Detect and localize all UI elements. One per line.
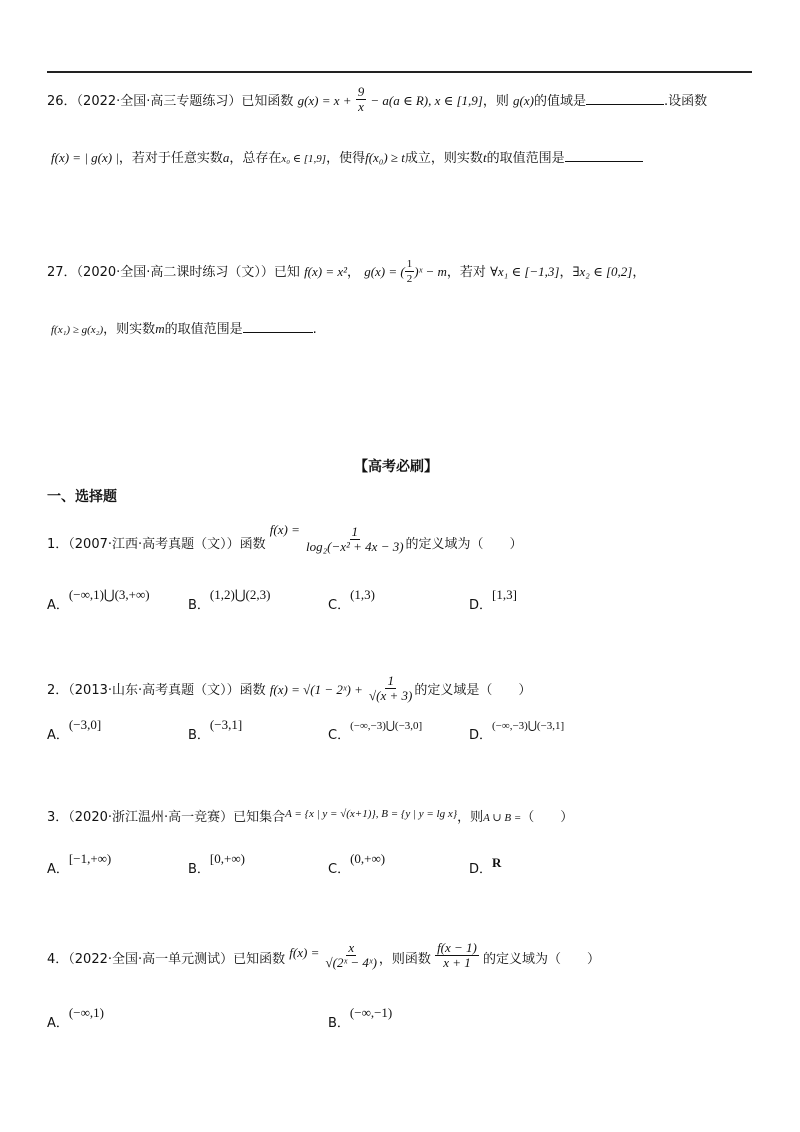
q3-text: 已知集合 <box>233 810 286 825</box>
q3-option-a[interactable] <box>47 851 112 877</box>
q2-text: 函数 <box>239 683 266 698</box>
q2-option-c-label: C． <box>328 728 351 743</box>
q27-answer-blank[interactable] <box>243 320 313 333</box>
q3-option-a-label: A． <box>47 862 69 877</box>
q2-option-b-label: B． <box>188 728 210 743</box>
q26-text: ，则 <box>482 94 509 109</box>
q1-stem <box>47 522 523 559</box>
q26-formula-fx0: f(x₀) ≥ t <box>365 150 405 165</box>
q2-option-d[interactable] <box>469 720 565 743</box>
q3-option-b[interactable] <box>188 851 245 877</box>
q4-option-a[interactable] <box>47 1005 104 1031</box>
q26-line1 <box>47 84 708 116</box>
q26-formula-g-rest: − a(a ∈ R), x ∈ [1,9] <box>370 93 483 108</box>
q4-number: 4． <box>47 952 69 967</box>
q1-option-b[interactable] <box>188 587 271 613</box>
q1-option-c-label: C． <box>328 598 351 613</box>
q2-option-a[interactable] <box>47 717 102 743</box>
q1-option-c[interactable] <box>328 587 375 613</box>
q27-text: . <box>312 322 317 337</box>
q27-text: ，若对 <box>446 265 486 280</box>
q2-number: 2． <box>47 683 69 698</box>
q3-formula-union: A ∪ B = <box>483 812 522 824</box>
q27-formula-g: g(x) = ( <box>364 264 405 279</box>
q4-text: 已知函数 <box>233 952 286 967</box>
q26-text: ，总存在 <box>229 151 282 166</box>
q26-formula-gx: g(x) <box>513 93 534 108</box>
q27-text: ， <box>632 265 646 280</box>
q1-number: 1． <box>47 537 69 552</box>
q3-option-c-label: C． <box>328 862 351 877</box>
q26-text: 的取值范围是 <box>486 151 565 166</box>
q4-frac-g-den: x + 1 <box>443 955 471 970</box>
q26-frac-num: 9 <box>357 84 365 99</box>
q27-text: 已知 <box>273 265 300 280</box>
q2-option-a-label: A． <box>47 728 69 743</box>
q27-fraction <box>405 257 415 286</box>
q3-option-b-label: B． <box>188 862 210 877</box>
q2-option-c[interactable] <box>328 720 423 743</box>
q27-formula-g-rest: )ˣ − m <box>414 264 447 279</box>
q1-fraction <box>304 525 406 554</box>
q26-formula-g: g(x) = x + <box>297 93 352 108</box>
q3-number: 3． <box>47 810 69 825</box>
q4-frac-num: x <box>348 940 355 955</box>
q4-fraction-g <box>435 941 479 970</box>
q4-option-a-value: (−∞,1) <box>68 1005 104 1020</box>
q2-option-c-value: (−∞,−3)⋃(−3,0] <box>350 720 423 732</box>
q2-text: 的定义域是（ ） <box>414 683 532 698</box>
q4-source: （2022·全国·高一单元测试） <box>68 952 234 967</box>
q2-option-b[interactable] <box>188 717 243 743</box>
q3-option-d[interactable] <box>469 855 502 877</box>
q4-fraction-f <box>324 941 379 970</box>
q4-option-a-label: A． <box>47 1016 69 1031</box>
q3-stem <box>47 806 573 825</box>
q4-frac-den: √(2ˣ − 4ˣ) <box>325 955 377 970</box>
q1-frac-num: 1 <box>351 524 359 539</box>
q27-line2 <box>51 318 317 337</box>
q26-source: （2022·全国·高三专题练习） <box>76 94 242 109</box>
q2-option-a-value: (−3,0] <box>68 717 102 732</box>
q26-fraction <box>356 85 367 114</box>
q27-number: 27． <box>47 265 77 280</box>
q26-number: 26． <box>47 94 77 109</box>
q1-option-a-label: A． <box>47 598 69 613</box>
q3-text: （ ） <box>521 810 574 825</box>
q3-option-c-value: (0,+∞) <box>350 851 386 866</box>
q3-text: ，则 <box>457 810 484 825</box>
q26-answer-blank-2[interactable] <box>565 149 643 162</box>
q4-text: 的定义域为（ ） <box>483 952 601 967</box>
q27-formula-f: f(x) = x² <box>304 264 348 279</box>
q1-text: 函数 <box>239 537 266 552</box>
q1-formula-f: f(x) = <box>269 522 300 537</box>
q1-option-b-label: B． <box>188 598 210 613</box>
q2-option-d-value: (−∞,−3)⋃(−3,1] <box>492 720 565 732</box>
q1-option-a[interactable] <box>47 587 150 613</box>
q3-option-a-value: [−1,+∞) <box>68 851 112 866</box>
q26-line2 <box>51 147 643 166</box>
q1-option-c-value: (1,3) <box>350 587 375 602</box>
q4-option-b-value: (−∞,−1) <box>349 1005 393 1020</box>
q27-line1 <box>47 258 645 287</box>
q2-source: （2013·山东·高考真题（文）） <box>68 683 240 698</box>
q1-frac-den: log₂(−x² + 4x − 3) <box>306 539 404 554</box>
q2-frac-num: 1 <box>387 673 394 688</box>
q27-source: （2020·全国·高二课时练习（文）） <box>76 265 274 280</box>
q26-var-t: t <box>482 150 487 165</box>
q1-option-d-value: [1,3] <box>492 587 517 602</box>
q27-text: 的取值范围是 <box>164 322 243 337</box>
q27-text: ， <box>559 265 573 280</box>
section-title: 【高考必刷】 <box>354 459 438 475</box>
q26-var-a: a <box>222 150 230 165</box>
q2-frac-den: √(x + 3) <box>369 688 413 703</box>
q26-formula-x0: x₀ ∈ [1,9] <box>281 153 327 165</box>
q2-option-d-label: D． <box>469 728 493 743</box>
q4-option-b[interactable] <box>328 1005 393 1031</box>
q3-option-b-value: [0,+∞) <box>209 851 245 866</box>
q1-source: （2007·江西·高考真题（文）） <box>68 537 240 552</box>
q26-text: ，使得 <box>326 151 366 166</box>
q2-fraction <box>367 674 414 703</box>
header-rule <box>47 71 752 73</box>
q26-answer-blank-1[interactable] <box>586 92 664 105</box>
q4-stem <box>47 940 601 974</box>
q26-text: 成立，则实数 <box>404 151 483 166</box>
q1-option-a-value: (−∞,1)⋃(3,+∞) <box>68 587 150 602</box>
q4-text: ，则函数 <box>378 952 431 967</box>
q27-text: ， <box>347 265 361 280</box>
q27-frac-num: 1 <box>406 258 413 270</box>
q26-text: .设函数 <box>663 94 708 109</box>
section-subtitle: 一、选择题 <box>47 489 117 505</box>
q27-formula-ineq: f(x₁) ≥ g(x₂) <box>51 324 104 336</box>
q3-option-d-label: D． <box>469 862 493 877</box>
q27-var-m: m <box>155 321 165 336</box>
q4-frac-g-num: f(x − 1) <box>437 940 477 955</box>
q3-option-c[interactable] <box>328 851 386 877</box>
q1-option-d-label: D． <box>469 598 493 613</box>
q4-formula-f: f(x) = <box>289 945 320 960</box>
q26-text: ，若对于任意实数 <box>118 151 223 166</box>
q4-option-b-label: B． <box>328 1016 350 1031</box>
q26-frac-den: x <box>358 99 364 114</box>
q1-option-b-value: (1,2)⋃(2,3) <box>209 587 271 602</box>
q3-option-d-value: R <box>492 855 502 870</box>
q27-formula-exists: ∃x₂ ∈ [0,2] <box>572 264 633 279</box>
q1-text: 的定义域为（ ） <box>405 537 523 552</box>
q26-text: 的值域是 <box>533 94 586 109</box>
q27-text: ，则实数 <box>103 322 156 337</box>
q3-formula-sets: A = {x | y = √(x+1)}, B = {y | y = lg x} <box>285 808 458 820</box>
q2-stem <box>47 673 532 705</box>
q2-formula-f: f(x) = √(1 − 2ˣ) + <box>269 682 363 697</box>
q2-option-b-value: (−3,1] <box>209 717 243 732</box>
q26-formula-f: f(x) = | g(x) | <box>51 150 119 165</box>
q27-frac-den: 2 <box>406 273 413 285</box>
q27-formula-forall: ∀x₁ ∈ [−1,3] <box>490 264 560 279</box>
q3-source: （2020·浙江温州·高一竞赛） <box>68 810 234 825</box>
q26-text: 已知函数 <box>241 94 294 109</box>
q1-option-d[interactable] <box>469 587 517 613</box>
